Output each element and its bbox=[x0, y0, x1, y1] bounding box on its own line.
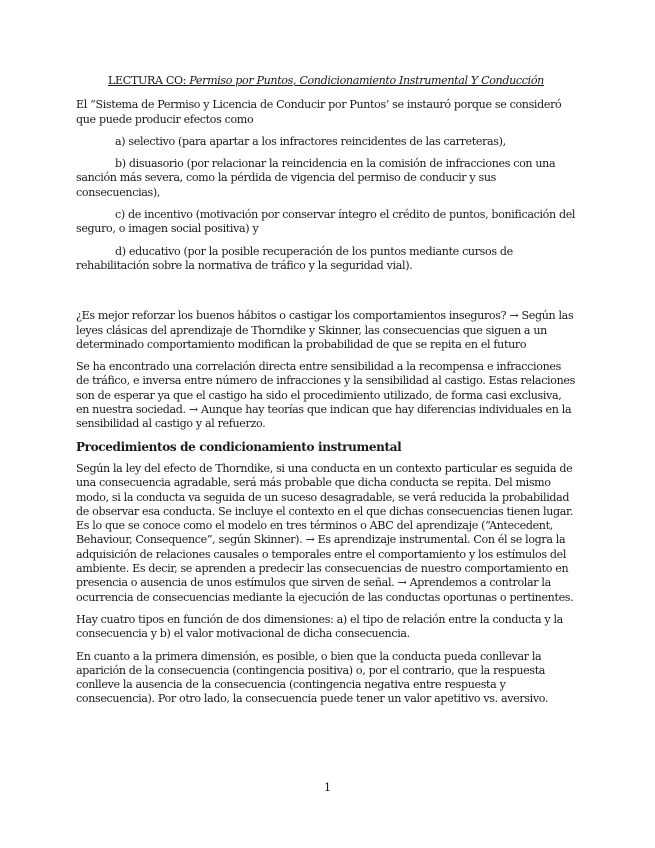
title-prefix: LECTURA CO: bbox=[108, 74, 190, 87]
title-italic: Permiso por Puntos, Condicionamiento Instrumental Y Conducción bbox=[189, 74, 544, 87]
page-number: 1 bbox=[323, 780, 332, 794]
page-title bbox=[76, 74, 576, 88]
thorndike-paragraph: Según la ley del efecto de Thorndike, si una conducta en un contexto particular es seguida de una consecuencia agradable, será más probable que dicha conducta se repita. Del mismo modo, si la conducta va seguida de un suceso desagradable, se verá reducida la probabilidad de observar esa conducta. Se incluye el contexto en el que dichas consecuencias tienen lugar. Es lo que se conoce como el modelo en tres términos o ABC del aprendizaje (“Antecedent, Behaviour, Consequence”, según Skinner). → Es aprendizaje instrumental. Con él se logra la adquisición de relaciones causales o temporales entre el comportamiento y los estímulos del ambiente. Es decir, se aprenden a predecir las consecuencias de nuestro comportamiento en presencia o ausencia de unos estímulos que sirven de señal. → Aprendemos a controlar la ocurrencia de consecuencias mediante la ejecución de las conductas oportunas o pertinentes. bbox=[76, 461, 574, 604]
correlation-paragraph: Se ha encontrado una correlación directa entre sensibilidad a la recompensa e infracciones de tráfico, e inversa entre número de infracciones y la sensibilidad al castigo. Estas relaciones son de esperar ya que el castigo ha sido el procedimiento utilizado, de forma casi exclusiva, en nuestra sociedad. → Aunque hay teorías que indican que hay diferencias individuales en la sensibilidad al castigo y al refuerzo. bbox=[76, 360, 575, 431]
intro-paragraph: El “Sistema de Permiso y Licencia de Conducir por Puntos’ se instauró porque se consideró que puede producir efectos como bbox=[76, 98, 562, 126]
question-paragraph: ¿Es mejor reforzar los buenos hábitos o castigar los comportamientos inseguros? → Según las leyes clásicas del aprendizaje de Thorndike y Skinner, las consecuencias que siguen a un determinado comportamiento modifican la probabilidad de que se repita en el futuro bbox=[76, 309, 574, 351]
effect-item-c: c) de incentivo (motivación por conservar íntegro el crédito de puntos, bonificación del seguro, o imagen social positiva) y bbox=[76, 208, 576, 236]
dimension-paragraph: En cuanto a la primera dimensión, es posible, o bien que la conducta pueda conllevar la aparición de la consecuencia (contingencia positiva) o, por el contrario, que la respuesta conlleve la ausencia de la consecuencia (contingencia negativa entre respuesta y consecuencia). Por otro lado, la consecuencia puede tener un valor apetitivo vs. aversivo. bbox=[76, 649, 549, 706]
effect-item-a: a) selectivo (para apartar a los infractores reincidentes de las carreteras), bbox=[115, 134, 506, 148]
types-paragraph: Hay cuatro tipos en función de dos dimensiones: a) el tipo de relación entre la conducta y la consecuencia y b) el valor motivacional de dicha consecuencia. bbox=[76, 612, 563, 641]
section-gap bbox=[76, 281, 576, 309]
effect-item-b: b) disuasorio (por relacionar la reincidencia en la comisión de infracciones con una sanción más severa, como la pérdida de vigencia del permiso de conducir y sus consecuencias), bbox=[76, 157, 556, 199]
section-heading: Procedimientos de condicionamiento instrumental bbox=[76, 439, 402, 454]
document-body bbox=[76, 74, 576, 715]
effect-item-d: d) educativo (por la posible recuperación de los puntos mediante cursos de rehabilitación sobre la normativa de tráfico y la seguridad vial). bbox=[76, 244, 513, 272]
